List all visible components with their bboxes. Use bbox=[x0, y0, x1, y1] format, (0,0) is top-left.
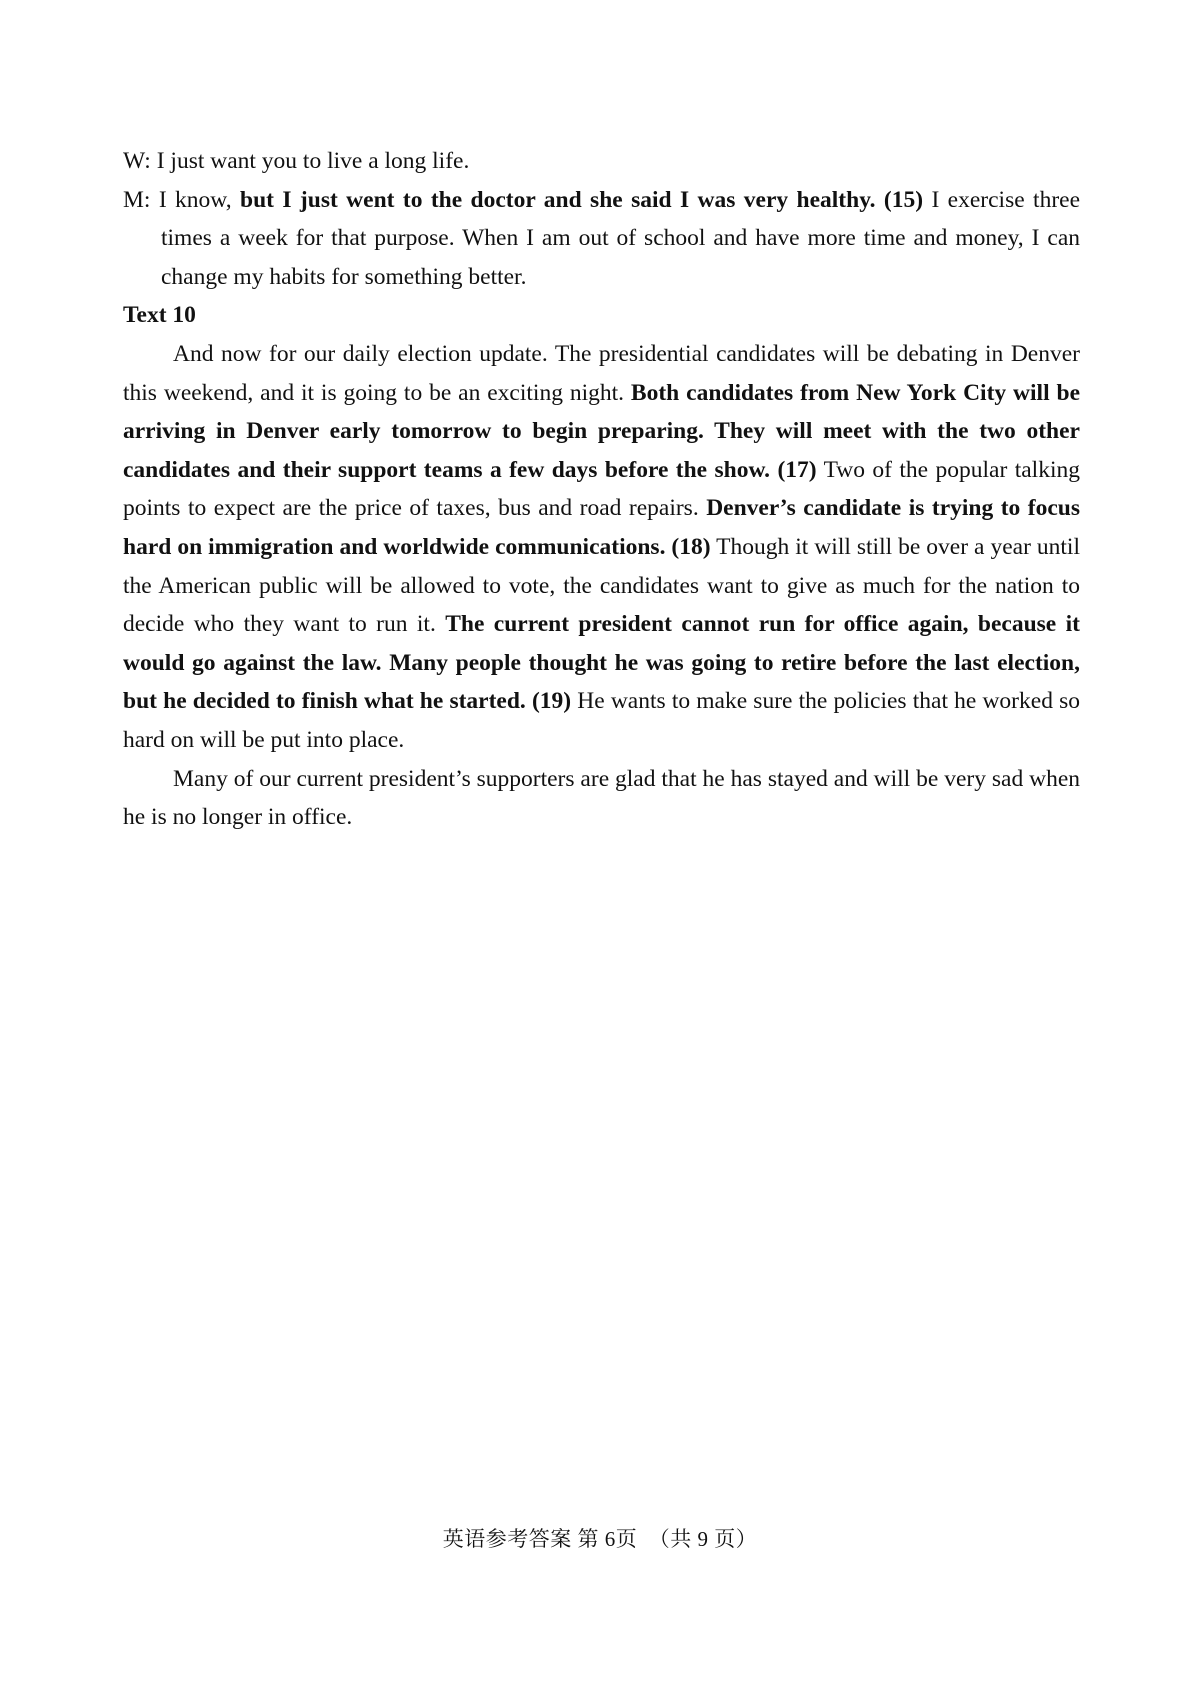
paragraph bbox=[123, 760, 1080, 837]
dialogue-text: I exercise three times a week for that purpose. When I am out of school and have more time and money, I can change my habits for something better. bbox=[161, 186, 1081, 290]
footer-page-number: 第 6页 bbox=[577, 1527, 638, 1551]
paragraph-text: Though it will still be over a year until the American public will be allowed to vote, the candidates want to give as much for the nation to decide who they want to run it. bbox=[123, 533, 1080, 638]
paragraph-text: And now for our daily election update. The presidential candidates will be debating in Denver this weekend, and it is going to be an exciting night. bbox=[123, 340, 1080, 406]
paragraph-text: Many of our current president’s supporters are glad that he has stayed and will be very sad when he is no longer in office. bbox=[123, 765, 1080, 831]
page-footer bbox=[0, 1524, 1200, 1554]
section-heading: Text 10 bbox=[123, 302, 196, 329]
footer-label: 英语参考答案 bbox=[442, 1527, 572, 1551]
speaker-label: M: bbox=[123, 186, 151, 213]
dialogue-line-m bbox=[123, 181, 1080, 297]
document-body bbox=[123, 142, 1080, 837]
dialogue-line-w bbox=[123, 142, 1080, 181]
paragraph-text: He wants to make sure the policies that he worked so hard on will be put into place. bbox=[123, 688, 1080, 753]
paragraph-text: Two of the popular talking points to expect are the price of taxes, bus and road repairs. bbox=[123, 456, 1080, 522]
answer-highlight-18: Denver’s candidate is trying to focus hard on immigration and worldwide communications. (18) bbox=[123, 495, 1080, 560]
answer-highlight-17: Both candidates from New York City will be arriving in Denver early tomorrow to begin preparing. They will meet with the two other candidates and their support teams a few days before the show. (17) bbox=[123, 379, 1080, 483]
footer-page-total: （共 9 页） bbox=[648, 1527, 758, 1551]
answer-highlight-19: The current president cannot run for office again, because it would go against the law. Many people thought he was going to retire before the last election, but he decided to finish what he started. (19) bbox=[123, 611, 1080, 715]
dialogue-text: I just want you to live a long life. bbox=[156, 148, 470, 174]
paragraph bbox=[123, 335, 1080, 760]
answer-highlight-15: but I just went to the doctor and she said I was very healthy. (15) bbox=[240, 186, 924, 213]
speaker-label: W: bbox=[123, 148, 151, 174]
dialogue-text: I know, bbox=[158, 186, 241, 213]
